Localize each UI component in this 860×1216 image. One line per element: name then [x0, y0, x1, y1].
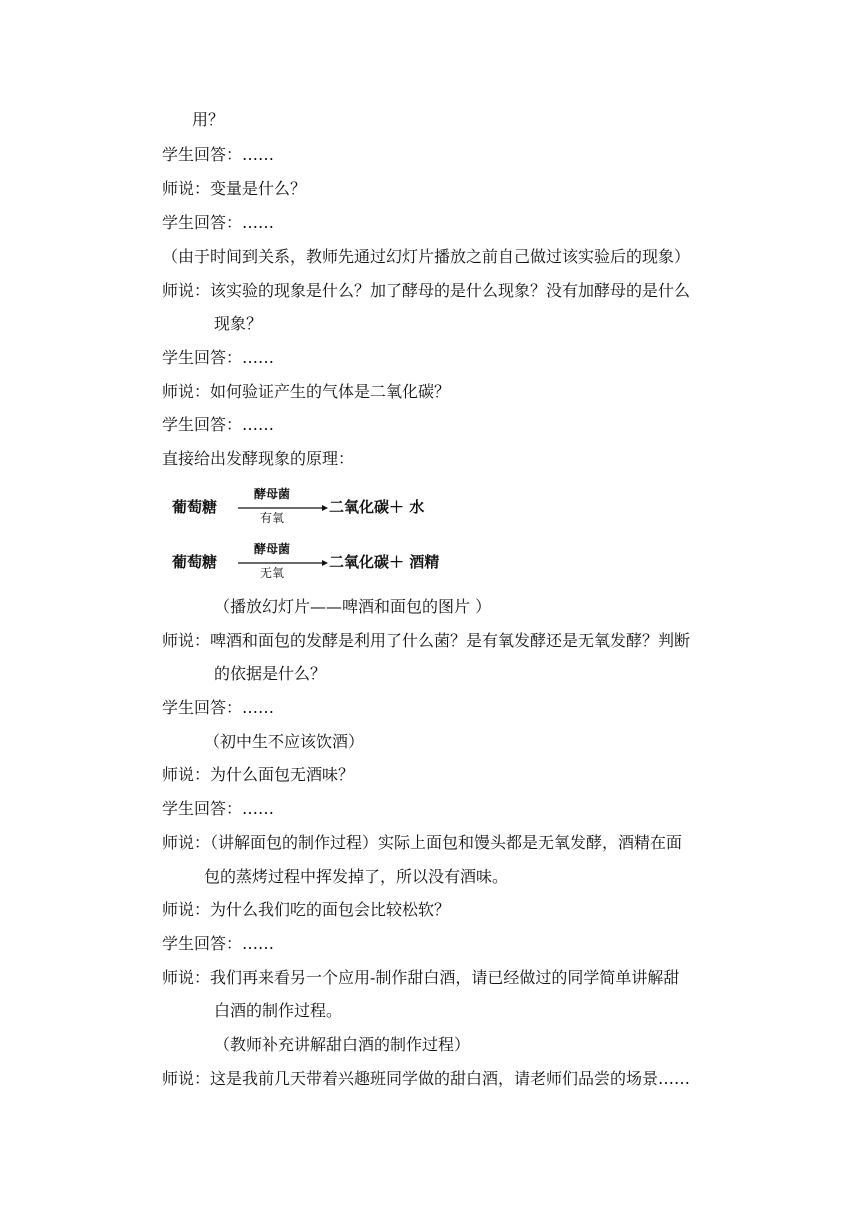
text-line: 现象？	[214, 314, 263, 333]
text-line: 师说：我们再来看另一个应用-制作甜白酒，请已经做过的同学简单讲解甜	[162, 968, 680, 987]
equation-products: 二氧化碳＋ 水	[329, 498, 425, 516]
text-line: 师说：该实验的现象是什么？加了酵母的是什么现象？没有加酵母的是什么	[162, 281, 691, 300]
text-line: 学生回答：……	[162, 934, 275, 953]
equation-reactant: 葡萄糖	[172, 553, 218, 571]
text-line: 师说：为什么面包无酒味？	[162, 765, 355, 784]
text-line: （由于时间到关系，教师先通过幻灯片播放之前自己做过该实验后的现象）	[162, 247, 691, 266]
text-line: 的依据是什么？	[214, 664, 327, 683]
aerobic-equation	[172, 485, 492, 525]
text-line: 师说：这是我前几天带着兴趣班同学做的甜白酒，请老师们品尝的场景……	[162, 1069, 691, 1088]
equation-condition-below: 有氧	[260, 511, 285, 525]
text-line: 学生回答：……	[162, 145, 275, 164]
text-line: 学生回答：……	[162, 799, 275, 818]
text-line: 师说：啤酒和面包的发酵是利用了什么菌？是有氧发酵还是无氧发酵？判断	[162, 631, 691, 650]
anaerobic-equation	[172, 540, 492, 580]
text-line: 白酒的制作过程。	[214, 1001, 343, 1020]
equation-products: 二氧化碳＋ 酒精	[329, 553, 440, 571]
text-line: 师说：如何验证产生的气体是二氧化碳？	[162, 382, 451, 401]
text-line: 学生回答：……	[162, 213, 275, 232]
text-line: （初中生不应该饮酒）	[204, 732, 365, 751]
text-line: 师说：（讲解面包的制作过程）实际上面包和馒头都是无氧发酵，酒精在面	[162, 833, 683, 852]
text-line: 学生回答：……	[162, 348, 275, 367]
text-line: 包的蒸烤过程中挥发掉了，所以没有酒味。	[204, 867, 509, 886]
equation-condition-above: 酵母菌	[254, 487, 291, 501]
text-line: 师说：为什么我们吃的面包会比较松软？	[162, 900, 451, 919]
text-line: 用？	[192, 110, 225, 129]
text-line: 直接给出发酵现象的原理：	[162, 449, 355, 468]
text-line: 师说：变量是什么？	[162, 179, 307, 198]
text-line: 学生回答：……	[162, 698, 275, 717]
equation-condition-below: 无氧	[260, 566, 285, 580]
equation-reactant: 葡萄糖	[172, 498, 218, 516]
text-line: （教师补充讲解甜白酒的制作过程）	[214, 1035, 471, 1054]
text-line: （播放幻灯片——啤酒和面包的图片 ）	[214, 597, 492, 616]
text-line: 学生回答：……	[162, 415, 275, 434]
equation-condition-above: 酵母菌	[254, 542, 291, 556]
